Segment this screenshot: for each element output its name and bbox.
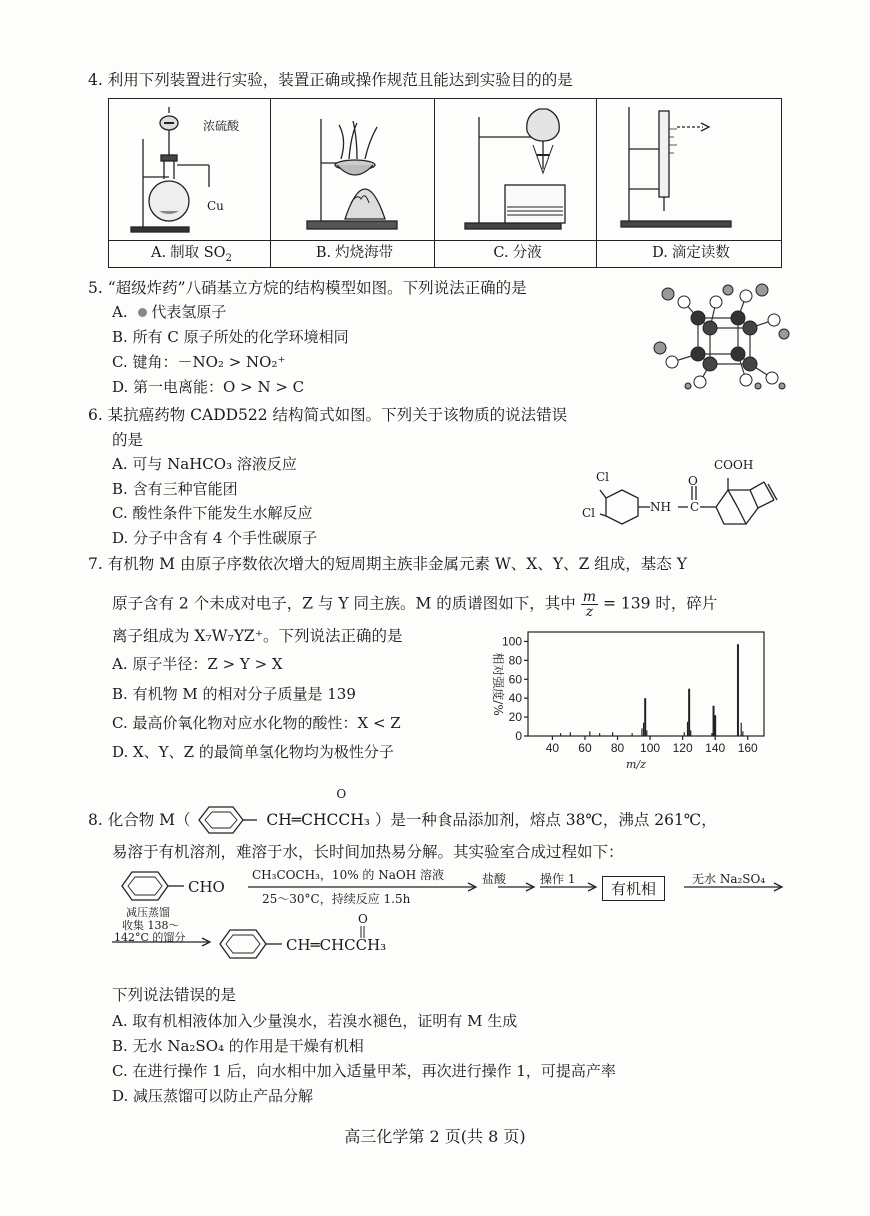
m-formula: CH═CHCCH₃ O (266, 787, 370, 829)
q6-option-c: C. 酸性条件下能发生水解反应 (112, 504, 313, 522)
q8-option-b: B. 无水 Na₂SO₄ 的作用是干燥有机相 (112, 1037, 364, 1055)
q7-option-b: B. 有机物 M 的相对分子质量是 139 (112, 685, 356, 703)
q8-stem-line1: 8. 化合物 M（ CH═CHCCH₃ O ）是一种食品添加剂，熔点 38℃，沸点 261℃， (88, 808, 717, 830)
burning-kelp-drawing (271, 99, 433, 241)
x-tick-label: 100 (640, 741, 661, 755)
q8-question: 下列说法错误的是 (112, 986, 237, 1004)
q8-option-d: D. 减压蒸馏可以防止产品分解 (112, 1087, 314, 1105)
x-tick-label: 140 (705, 741, 726, 755)
apparatus-a (109, 99, 271, 267)
mass-spectrum-chart (476, 624, 776, 772)
condition-reagents: CH₃COCH₃，10% 的 NaOH 溶液 (252, 868, 445, 882)
organic-phase-box: 有机相 (602, 876, 665, 901)
caption-b: B. 灼烧海带 (271, 240, 434, 267)
apparatus-d (597, 99, 781, 267)
q7-option-c: C. 最高价氧化物对应水化物的酸性：X < Z (112, 714, 401, 732)
y-tick-label: 80 (508, 653, 522, 668)
octanitrocubane-model (650, 282, 790, 390)
q6-option-a: A. 可与 NaHCO₃ 溶液反应 (112, 455, 297, 473)
q7-stem-line3: 离子组成为 X₇W₇YZ⁺。下列说法正确的是 (112, 627, 403, 645)
grey-dot-icon (138, 308, 147, 317)
condition-temperature: 25～30°C，持续反应 1.5h (262, 892, 411, 906)
carbonyl-c-label: C (690, 500, 700, 514)
cl-label-2: Cl (582, 506, 596, 520)
y-axis-label: 相对强度/% (491, 652, 505, 716)
acid-label: 盐酸 (482, 872, 507, 886)
x-axis-label: m/z (626, 758, 646, 771)
cl-label-1: Cl (596, 470, 610, 484)
label-cu: Cu (207, 199, 224, 213)
q7-option-d: D. X、Y、Z 的最简单氢化物均为极性分子 (112, 743, 394, 761)
separatory-funnel-drawing (435, 99, 595, 241)
product-o-label: O (358, 912, 368, 926)
apparatus-b (271, 99, 435, 267)
y-tick-label: 0 (515, 729, 522, 743)
apparatus-c (435, 99, 597, 267)
q5-option-d: D. 第一电离能：O > N > C (112, 378, 305, 396)
caption-c: C. 分液 (435, 240, 596, 267)
caption-a: A. 制取 $SO_2$ (109, 240, 270, 267)
distill-label-2: 收集 138～ (122, 919, 180, 932)
q6-stem-line2: 的是 (112, 431, 144, 449)
cadd522-structure (578, 450, 788, 550)
x-tick-label: 160 (737, 741, 758, 755)
product-formula: CH═CHCCH₃ (286, 936, 387, 954)
q7-stem-line1: 7. 有机物 M 由原子序数依次增大的短周期主族非金属元素 W、X、Y、Z 组成，基态 Y (88, 555, 687, 573)
y-tick-label: 40 (508, 691, 522, 706)
apparatus-table (108, 98, 782, 268)
x-tick-label: 80 (610, 741, 625, 755)
x-tick-label: 60 (578, 741, 592, 755)
nh-label: NH (650, 500, 671, 514)
drying-agent-label: 无水 Na₂SO₄ (692, 872, 766, 886)
distill-label-3: 142°C 的馏分 (114, 931, 186, 944)
synthesis-scheme (112, 868, 792, 978)
q4-stem: 4. 利用下列装置进行实验，装置正确或操作规范且能达到实验目的的是 (88, 71, 573, 89)
y-tick-label: 100 (501, 634, 522, 649)
label-conc-sulfuric-acid: 浓硫酸 (203, 119, 240, 133)
q5-option-c: C. 键角：－NO₂ > NO₂⁺ (112, 353, 286, 371)
q8-option-a: A. 取有机相液体加入少量溴水，若溴水褪色，证明有 M 生成 (112, 1012, 518, 1030)
q5-option-b: B. 所有 C 原子所处的化学环境相同 (112, 328, 349, 346)
distill-label-1: 减压蒸馏 (126, 906, 170, 919)
operation-1-label: 操作 1 (540, 872, 576, 886)
q6-option-b: B. 含有三种官能团 (112, 480, 238, 498)
page-footer: 高三化学第 2 页(共 8 页) (344, 1127, 526, 1146)
q5-stem: 5. “超级炸药”八硝基立方烷的结构模型如图。下列说法正确的是 (88, 279, 527, 297)
so2-generator-drawing (109, 99, 269, 241)
q5-option-a: A. 代表氢原子 (112, 303, 227, 321)
q8-stem-line2: 易溶于有机溶剂，难溶于水，长时间加热易分解。其实验室合成过程如下： (112, 843, 624, 861)
titration-reading-drawing (597, 99, 779, 241)
q8-option-c: C. 在进行操作 1 后，向水相中加入适量甲苯，再次进行操作 1，可提高产率 (112, 1062, 616, 1080)
caption-d: D. 滴定读数 (597, 240, 781, 267)
y-tick-label: 60 (508, 672, 522, 687)
mz-fraction: $\frac{m}{z}$ (582, 589, 597, 620)
y-tick-label: 20 (508, 710, 522, 725)
benzene-ring-icon (195, 812, 261, 830)
x-tick-label: 40 (545, 741, 560, 755)
q6-stem-line1: 6. 某抗癌药物 CADD522 结构简式如图。下列关于该物质的说法错误 (88, 406, 568, 424)
x-tick-label: 120 (672, 741, 693, 755)
q7-stem-line2: 原子含有 2 个未成对电子，Z 与 Y 同主族。M 的质谱图如下，其中 $\frac{m}{z}$ = 139 时，碎片 (112, 589, 718, 620)
q7-option-a: A. 原子半径：Z > Y > X (112, 655, 283, 673)
q6-option-d: D. 分子中含有 4 个手性碳原子 (112, 529, 318, 547)
cho-label: CHO (188, 878, 225, 896)
carbonyl-o-label: O (688, 474, 698, 488)
cooh-label: COOH (714, 458, 754, 472)
